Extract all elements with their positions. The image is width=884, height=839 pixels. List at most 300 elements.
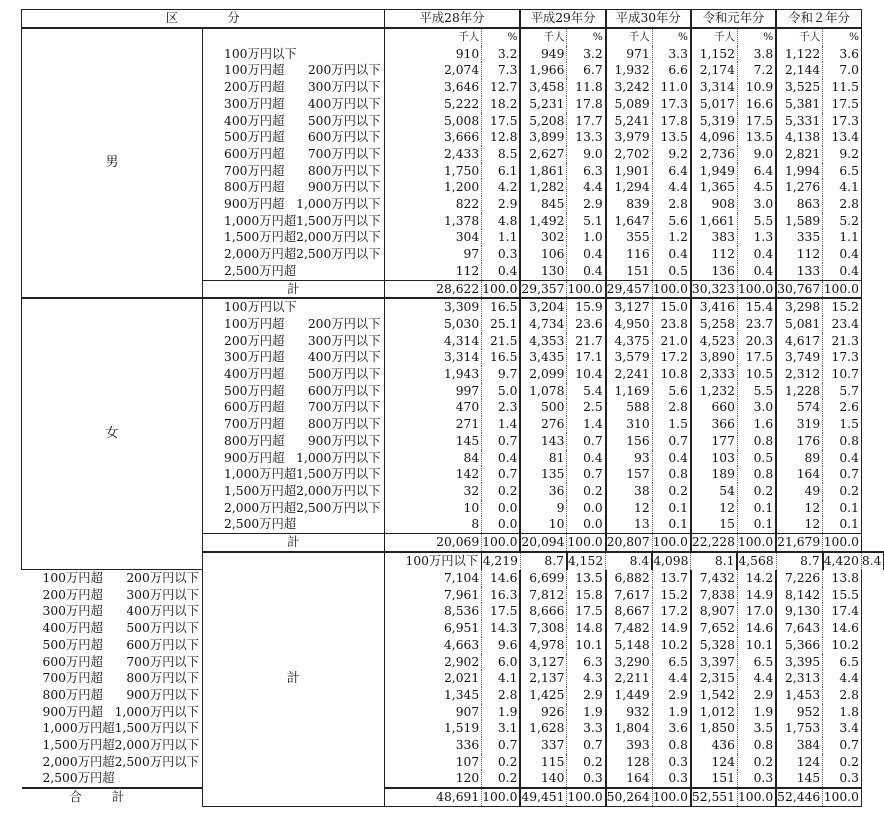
percent-cell: 6.3 bbox=[567, 654, 606, 671]
percent-cell: 0.5 bbox=[737, 450, 776, 467]
count-cell: 6,699 bbox=[520, 570, 567, 587]
count-cell: 133 bbox=[776, 263, 823, 280]
percent-cell: 6.6 bbox=[652, 62, 691, 79]
count-cell: 112 bbox=[776, 246, 823, 263]
total-count-cell: 28,622 bbox=[384, 280, 482, 298]
percent-cell: 0.2 bbox=[567, 483, 606, 500]
percent-cell: 4.8 bbox=[482, 213, 521, 230]
count-cell: 151 bbox=[691, 770, 738, 788]
range-lower: 100万円超 bbox=[224, 316, 285, 331]
count-cell: 2,627 bbox=[520, 146, 567, 163]
count-cell: 4,617 bbox=[776, 333, 823, 350]
range-upper: 900万円以下 bbox=[307, 433, 381, 448]
count-cell: 130 bbox=[520, 263, 567, 280]
count-cell: 8,536 bbox=[443, 604, 480, 619]
percent-cell: 2.8 bbox=[482, 687, 521, 704]
count-cell: 1,966 bbox=[520, 62, 567, 79]
count-cell: 93 bbox=[606, 450, 653, 467]
unit-row bbox=[22, 28, 884, 46]
percent-cell: 13.5 bbox=[567, 570, 606, 587]
range-label bbox=[203, 383, 385, 400]
count-cell: 436 bbox=[691, 737, 738, 754]
count-cell: 7,226 bbox=[776, 570, 823, 587]
range-label-wrap bbox=[22, 603, 203, 620]
count-cell: 4,098 bbox=[652, 552, 691, 570]
total-count-cell: 52,446 bbox=[776, 788, 823, 806]
percent-cell: 11.0 bbox=[652, 79, 691, 96]
range-lower: 600万円超 bbox=[42, 654, 103, 669]
table-row bbox=[22, 570, 884, 587]
percent-cell: 8.4 bbox=[861, 552, 884, 570]
percent-cell: 2.5 bbox=[567, 399, 606, 416]
count-cell: 971 bbox=[606, 46, 653, 63]
range-label-wrap bbox=[22, 720, 203, 737]
range-label bbox=[203, 246, 385, 263]
table-row bbox=[22, 298, 884, 316]
percent-cell: 2.6 bbox=[823, 399, 862, 416]
percent-cell: 4.4 bbox=[737, 670, 776, 687]
percent-cell: 6.4 bbox=[652, 163, 691, 180]
percent-cell: 0.0 bbox=[567, 500, 606, 517]
range-lower: 1,000万円超 bbox=[42, 721, 115, 736]
percent-cell: 3.1 bbox=[482, 720, 521, 737]
range-label bbox=[22, 754, 203, 771]
count-cell: 7,812 bbox=[520, 587, 567, 604]
count-cell: 7,617 bbox=[606, 587, 653, 604]
percent-cell: 8.1 bbox=[691, 552, 738, 570]
count-cell: 10 bbox=[520, 516, 567, 533]
total-count-cell: 30,323 bbox=[691, 280, 738, 298]
percent-cell: 16.6 bbox=[737, 96, 776, 113]
count-cell: 5,381 bbox=[776, 96, 823, 113]
range-label-wrap bbox=[203, 196, 384, 213]
percent-cell: 0.1 bbox=[737, 500, 776, 517]
count-cell: 932 bbox=[606, 704, 653, 721]
percent-cell: 2.8 bbox=[823, 196, 862, 213]
total-percent-cell: 100.0 bbox=[482, 280, 521, 298]
table-row bbox=[22, 704, 884, 721]
range-upper: 400万円以下 bbox=[307, 350, 381, 365]
range-label bbox=[203, 179, 385, 196]
range-label-wrap bbox=[22, 570, 203, 587]
table-row bbox=[22, 687, 884, 704]
range-lower: 300万円超 bbox=[224, 350, 285, 365]
range-upper: 1,000万円以下 bbox=[114, 704, 200, 719]
range-lower: 300万円超 bbox=[224, 96, 285, 111]
year-header: 平成30年分 bbox=[606, 10, 691, 29]
count-cell: 3,127 bbox=[606, 298, 653, 316]
range-lower: 900万円超 bbox=[42, 704, 103, 719]
percent-cell: 17.5 bbox=[482, 603, 521, 620]
range-lower: 2,500万円超 bbox=[42, 771, 115, 786]
percent-cell: 8.5 bbox=[482, 146, 521, 163]
count-cell: 3,979 bbox=[606, 129, 653, 146]
count-cell: 4,353 bbox=[520, 333, 567, 350]
range-lower: 100万円以下 bbox=[405, 553, 479, 568]
table-row bbox=[22, 720, 884, 737]
percent-cell: 3.6 bbox=[823, 46, 862, 63]
count-cell: 1,012 bbox=[691, 704, 738, 721]
range-label bbox=[22, 687, 203, 704]
range-label-wrap bbox=[22, 687, 203, 704]
percent-cell: 10.5 bbox=[737, 366, 776, 383]
table-row bbox=[22, 754, 884, 771]
range-upper: 300万円以下 bbox=[126, 587, 200, 602]
count-cell: 2,021 bbox=[443, 671, 480, 686]
percent-cell: 23.4 bbox=[823, 316, 862, 333]
range-lower: 2,500万円超 bbox=[224, 517, 297, 532]
range-upper: 900万円以下 bbox=[307, 180, 381, 195]
unit-pct-label: % bbox=[823, 28, 862, 46]
count-cell: 5,017 bbox=[691, 96, 738, 113]
percent-cell: 3.3 bbox=[567, 720, 606, 737]
count-cell: 135 bbox=[520, 466, 567, 483]
range-label-wrap bbox=[22, 670, 203, 687]
percent-cell: 5.6 bbox=[652, 383, 691, 400]
count-cell: 176 bbox=[776, 433, 823, 450]
count-cell: 81 bbox=[520, 450, 567, 467]
range-upper: 700万円以下 bbox=[307, 400, 381, 415]
count-cell: 7,652 bbox=[691, 620, 738, 637]
percent-cell: 8.7 bbox=[520, 552, 567, 570]
count-cell: 4,138 bbox=[776, 129, 823, 146]
range-upper: 1,000万円以下 bbox=[296, 450, 381, 465]
percent-cell: 17.3 bbox=[823, 349, 862, 366]
year-header: 令和２年分 bbox=[776, 10, 861, 29]
count-cell: 7,482 bbox=[606, 620, 653, 637]
range-lower: 900万円超 bbox=[224, 450, 285, 465]
range-lower: 2,000万円超 bbox=[42, 754, 115, 769]
count-cell: 574 bbox=[776, 399, 823, 416]
count-cell: 157 bbox=[606, 466, 653, 483]
count-cell: 2,313 bbox=[776, 670, 823, 687]
range-label bbox=[203, 500, 385, 517]
percent-cell: 2.8 bbox=[823, 687, 862, 704]
count-cell: 7,643 bbox=[776, 620, 823, 637]
count-cell: 12 bbox=[776, 516, 823, 533]
count-cell: 3,309 bbox=[384, 298, 482, 316]
count-cell: 1,861 bbox=[520, 163, 567, 180]
percent-cell: 6.5 bbox=[823, 163, 862, 180]
range-upper: 800万円以下 bbox=[126, 671, 200, 686]
count-cell: 2,702 bbox=[606, 146, 653, 163]
range-lower: 200万円超 bbox=[42, 587, 103, 602]
range-label bbox=[22, 620, 203, 637]
percent-cell: 17.8 bbox=[567, 96, 606, 113]
range-lower: 700万円超 bbox=[224, 163, 285, 178]
count-cell: 151 bbox=[606, 263, 653, 280]
total-count-cell: 20,069 bbox=[384, 534, 482, 552]
range-label-wrap bbox=[22, 770, 203, 787]
unit-pct-label: % bbox=[737, 28, 776, 46]
income-distribution-table bbox=[21, 9, 884, 807]
count-cell: 124 bbox=[776, 754, 823, 771]
percent-cell: 4.5 bbox=[737, 179, 776, 196]
count-cell: 1,628 bbox=[520, 720, 567, 737]
range-label-wrap bbox=[203, 416, 384, 433]
count-cell: 337 bbox=[520, 737, 567, 754]
range-label bbox=[203, 263, 385, 280]
count-cell: 863 bbox=[776, 196, 823, 213]
range-label-wrap bbox=[203, 113, 384, 130]
percent-cell: 17.5 bbox=[482, 113, 521, 130]
range-upper: 900万円以下 bbox=[126, 687, 200, 702]
count-cell: 112 bbox=[691, 246, 738, 263]
range-upper: 300万円以下 bbox=[307, 80, 381, 95]
percent-cell: 1.5 bbox=[823, 416, 862, 433]
count-cell: 1,932 bbox=[606, 62, 653, 79]
count-cell: 1,949 bbox=[691, 163, 738, 180]
percent-cell: 6.0 bbox=[482, 654, 521, 671]
range-lower: 1,000万円超 bbox=[224, 467, 297, 482]
count-cell: 3,298 bbox=[776, 298, 823, 316]
percent-cell: 16.5 bbox=[482, 349, 521, 366]
total-count-cell: 21,679 bbox=[776, 534, 823, 552]
count-cell: 1,901 bbox=[606, 163, 653, 180]
range-label-wrap bbox=[203, 96, 384, 113]
percent-cell: 4.4 bbox=[652, 670, 691, 687]
range-upper: 2,000万円以下 bbox=[114, 738, 200, 753]
count-cell: 2,312 bbox=[776, 366, 823, 383]
percent-cell: 17.3 bbox=[823, 113, 862, 130]
range-upper: 500万円以下 bbox=[307, 113, 381, 128]
total-count-cell: 49,451 bbox=[520, 788, 567, 806]
count-cell: 3,314 bbox=[691, 79, 738, 96]
percent-cell: 15.4 bbox=[737, 298, 776, 316]
count-cell: 5,089 bbox=[606, 96, 653, 113]
table-row bbox=[22, 587, 884, 604]
range-label-wrap bbox=[203, 316, 384, 333]
range-lower: 1,500万円超 bbox=[224, 230, 297, 245]
count-cell: 3,314 bbox=[443, 350, 480, 365]
count-cell: 1,647 bbox=[606, 213, 653, 230]
count-cell: 6,882 bbox=[606, 570, 653, 587]
range-lower: 800万円超 bbox=[224, 180, 285, 195]
percent-cell: 9.6 bbox=[482, 637, 521, 654]
range-label bbox=[22, 720, 203, 737]
percent-cell: 14.6 bbox=[823, 620, 862, 637]
percent-cell: 0.7 bbox=[482, 737, 521, 754]
percent-cell: 2.8 bbox=[652, 399, 691, 416]
table-row bbox=[22, 654, 884, 671]
total-percent-cell: 100.0 bbox=[482, 788, 521, 806]
count-cell: 1,282 bbox=[520, 179, 567, 196]
percent-cell: 0.2 bbox=[652, 483, 691, 500]
percent-cell: 7.0 bbox=[823, 62, 862, 79]
count-cell: 3,749 bbox=[776, 349, 823, 366]
range-upper: 200万円以下 bbox=[126, 571, 200, 585]
percent-cell: 0.8 bbox=[737, 433, 776, 450]
count-cell: 1,365 bbox=[691, 179, 738, 196]
count-cell: 2,099 bbox=[520, 366, 567, 383]
percent-cell: 0.4 bbox=[482, 263, 521, 280]
percent-cell: 0.2 bbox=[482, 754, 521, 771]
range-upper: 2,000万円以下 bbox=[296, 230, 381, 245]
count-cell: 1,449 bbox=[606, 687, 653, 704]
count-cell: 3,458 bbox=[520, 79, 567, 96]
percent-cell: 0.3 bbox=[652, 770, 691, 788]
percent-cell: 0.2 bbox=[823, 483, 862, 500]
total-percent-cell: 100.0 bbox=[823, 534, 862, 552]
range-upper: 200万円以下 bbox=[307, 63, 381, 78]
range-upper: 600万円以下 bbox=[307, 130, 381, 145]
percent-cell: 12.8 bbox=[482, 129, 521, 146]
count-cell: 36 bbox=[520, 483, 567, 500]
total-percent-cell: 100.0 bbox=[823, 280, 862, 298]
range-lower: 800万円超 bbox=[42, 687, 103, 702]
count-cell: 103 bbox=[691, 450, 738, 467]
count-cell: 5,366 bbox=[776, 637, 823, 654]
total-percent-cell: 100.0 bbox=[652, 534, 691, 552]
count-cell: 4,375 bbox=[606, 333, 653, 350]
range-lower: 500万円超 bbox=[42, 637, 103, 652]
range-upper: 2,500万円以下 bbox=[114, 754, 200, 769]
count-cell: 120 bbox=[455, 771, 480, 786]
range-label bbox=[203, 466, 385, 483]
year-header: 令和元年分 bbox=[691, 10, 776, 29]
percent-cell: 0.2 bbox=[482, 483, 521, 500]
range-lower: 2,500万円超 bbox=[224, 263, 297, 278]
range-label-wrap bbox=[203, 62, 384, 79]
range-label-wrap bbox=[203, 483, 384, 500]
count-cell: 4,950 bbox=[606, 316, 653, 333]
percent-cell: 2.9 bbox=[737, 687, 776, 704]
range-lower: 1,500万円超 bbox=[224, 483, 297, 498]
range-lower: 500万円超 bbox=[224, 130, 285, 145]
percent-cell: 6.1 bbox=[482, 163, 521, 180]
subtotal-label: 計 bbox=[203, 280, 385, 298]
total-percent-cell: 100.0 bbox=[737, 280, 776, 298]
unit-pct-label: % bbox=[482, 28, 521, 46]
percent-cell: 3.3 bbox=[652, 46, 691, 63]
percent-cell: 1.2 bbox=[652, 229, 691, 246]
range-label-wrap bbox=[203, 349, 384, 366]
table-row bbox=[22, 770, 884, 788]
count-cell: 1,200 bbox=[443, 180, 480, 195]
percent-cell: 10.7 bbox=[823, 366, 862, 383]
count-cell: 4,096 bbox=[691, 129, 738, 146]
count-cell: 2,433 bbox=[443, 146, 480, 161]
percent-cell: 11.5 bbox=[823, 79, 862, 96]
percent-cell: 0.1 bbox=[652, 516, 691, 533]
count-cell: 310 bbox=[606, 416, 653, 433]
percent-cell: 0.1 bbox=[737, 516, 776, 533]
percent-cell: 17.5 bbox=[823, 96, 862, 113]
range-upper: 400万円以下 bbox=[126, 604, 200, 619]
percent-cell: 18.2 bbox=[482, 96, 521, 113]
count-cell: 7,961 bbox=[443, 587, 480, 602]
count-cell: 124 bbox=[691, 754, 738, 771]
percent-cell: 5.4 bbox=[567, 383, 606, 400]
count-cell: 164 bbox=[776, 466, 823, 483]
percent-cell: 15.8 bbox=[567, 587, 606, 604]
range-lower: 400万円超 bbox=[224, 367, 285, 382]
count-cell: 3,579 bbox=[606, 349, 653, 366]
range-lower: 400万円超 bbox=[42, 621, 103, 636]
percent-cell: 4.1 bbox=[823, 179, 862, 196]
range-label bbox=[203, 129, 385, 146]
percent-cell: 13.7 bbox=[652, 570, 691, 587]
unit-count-label: 千人 bbox=[776, 28, 823, 46]
range-label-wrap bbox=[203, 383, 384, 400]
range-label bbox=[203, 349, 385, 366]
category-header: 区 分 bbox=[22, 10, 385, 29]
percent-cell: 11.8 bbox=[567, 79, 606, 96]
percent-cell: 10.1 bbox=[567, 637, 606, 654]
count-cell: 393 bbox=[606, 737, 653, 754]
range-label-wrap bbox=[203, 263, 384, 280]
count-cell: 4,568 bbox=[737, 552, 776, 570]
count-cell: 3,242 bbox=[606, 79, 653, 96]
percent-cell: 6.7 bbox=[567, 62, 606, 79]
total-percent-cell: 100.0 bbox=[482, 534, 521, 552]
count-cell: 89 bbox=[776, 450, 823, 467]
total-percent-cell: 100.0 bbox=[652, 788, 691, 806]
percent-cell: 0.0 bbox=[567, 516, 606, 533]
count-cell: 8 bbox=[471, 517, 480, 532]
count-cell: 2,736 bbox=[691, 146, 738, 163]
percent-cell: 21.7 bbox=[567, 333, 606, 350]
range-upper: 1,500万円以下 bbox=[296, 467, 381, 482]
percent-cell: 21.5 bbox=[482, 333, 521, 350]
range-upper: 700万円以下 bbox=[126, 654, 200, 669]
count-cell: 7,432 bbox=[691, 570, 738, 587]
percent-cell: 0.2 bbox=[737, 483, 776, 500]
table-row bbox=[22, 670, 884, 687]
group-label: 男 bbox=[22, 28, 203, 298]
count-cell: 164 bbox=[606, 770, 653, 788]
grand-total-row bbox=[22, 788, 884, 806]
percent-cell: 23.6 bbox=[567, 316, 606, 333]
percent-cell: 0.2 bbox=[482, 770, 521, 788]
range-label bbox=[203, 450, 385, 467]
percent-cell: 15.5 bbox=[823, 587, 862, 604]
range-lower: 100万円以下 bbox=[224, 46, 297, 61]
count-cell: 5,208 bbox=[520, 113, 567, 130]
count-cell: 660 bbox=[691, 399, 738, 416]
count-cell: 822 bbox=[455, 197, 480, 212]
count-cell: 2,211 bbox=[606, 670, 653, 687]
percent-cell: 14.6 bbox=[482, 570, 521, 587]
count-cell: 4,523 bbox=[691, 333, 738, 350]
percent-cell: 17.4 bbox=[823, 603, 862, 620]
range-label-wrap bbox=[22, 737, 203, 754]
count-cell: 107 bbox=[455, 754, 480, 769]
count-cell: 319 bbox=[776, 416, 823, 433]
percent-cell: 9.7 bbox=[482, 366, 521, 383]
range-label bbox=[22, 637, 203, 654]
percent-cell: 14.6 bbox=[737, 620, 776, 637]
percent-cell: 0.4 bbox=[567, 263, 606, 280]
range-label-wrap bbox=[203, 79, 384, 96]
count-cell: 366 bbox=[691, 416, 738, 433]
range-label-wrap bbox=[203, 500, 384, 517]
count-cell: 3,204 bbox=[520, 298, 567, 316]
percent-cell: 10.4 bbox=[567, 366, 606, 383]
percent-cell: 15.9 bbox=[567, 298, 606, 316]
count-cell: 1,519 bbox=[443, 721, 480, 736]
percent-cell: 16.5 bbox=[482, 298, 521, 316]
percent-cell: 17.7 bbox=[567, 113, 606, 130]
percent-cell: 5.6 bbox=[652, 213, 691, 230]
table-row bbox=[22, 603, 884, 620]
range-upper: 500万円以下 bbox=[307, 367, 381, 382]
count-cell: 5,030 bbox=[443, 316, 480, 331]
table-row bbox=[22, 637, 884, 654]
table-row bbox=[22, 620, 884, 637]
table-body bbox=[22, 28, 884, 806]
range-upper: 500万円以下 bbox=[126, 621, 200, 636]
